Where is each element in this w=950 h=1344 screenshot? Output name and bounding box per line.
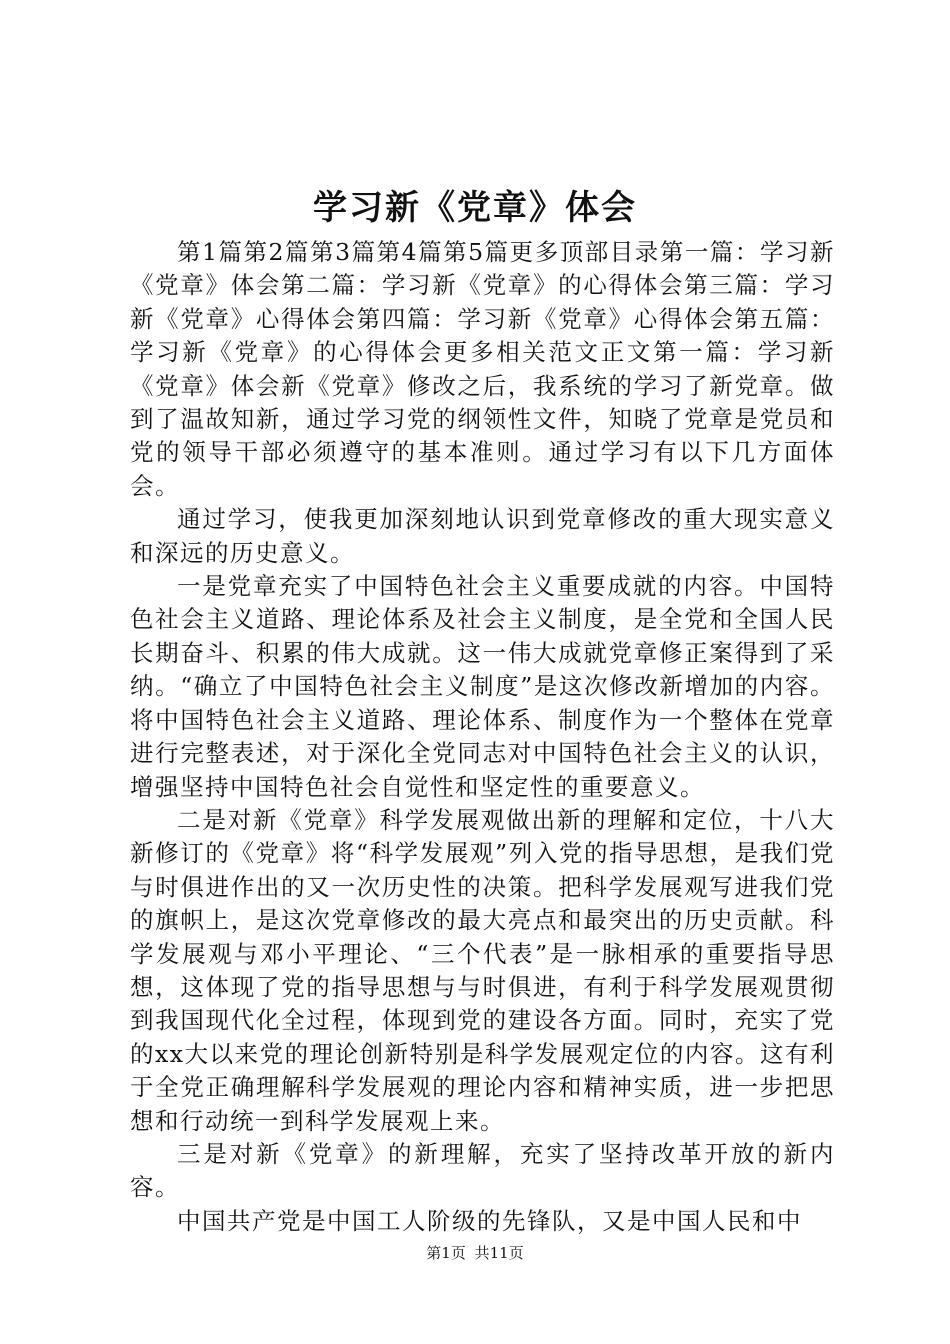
page-total: 共11页 <box>474 1244 524 1262</box>
page-footer <box>0 1243 950 1263</box>
page-number: 第1页 <box>426 1244 466 1262</box>
paragraph: 二是对新《党章》科学发展观做出新的理解和定位，十八大新修订的《党章》将“科学发展观”列入党的指导思想，是我们党与时俱进作出的又一次历史性的决策。把科学发展观写进我们党的旗帜上，是这次党章修改的最大亮点和最突出的历史贡献。科学发展观与邓小平理论、“三个代表”是一脉相承的重要指导思想，这体现了党的指导思想与与时俱进，有利于科学发展观贯彻到我国现代化全过程，体现到党的建设各方面。同时，充实了党的xx大以来党的理论创新特别是科学发展观定位的内容。这有利于全党正确理解科学发展观的理论内容和精神实质，进一步把思想和行动统一到科学发展观上来。 <box>130 805 835 1135</box>
paragraph: 第1篇第2篇第3篇第4篇第5篇更多顶部目录第一篇：学习新《党章》体会第二篇：学习新《党章》的心得体会第三篇：学习新《党章》心得体会第四篇：学习新《党章》心得体会第五篇：学习新《党章》的心得体会更多相关范文正文第一篇：学习新《党章》体会新《党章》修改之后，我系统的学习了新党章。做到了温故知新，通过学习党的纲领性文件，知晓了党章是党员和党的领导干部必须遵守的基本准则。通过学习有以下几方面体会。 <box>130 238 835 500</box>
paragraph: 中国共产党是中国工人阶级的先锋队，又是中国人民和中 <box>177 1206 802 1235</box>
paragraph: 通过学习，使我更加深刻地认识到党章修改的重大现实意义和深远的历史意义。 <box>130 505 835 567</box>
document-title: 学习新《党章》体会 <box>313 188 637 228</box>
document-body <box>130 236 835 1238</box>
paragraph: 三是对新《党章》的新理解，充实了坚持改革开放的新内容。 <box>130 1139 835 1202</box>
paragraph: 一是党章充实了中国特色社会主义重要成就的内容。中国特色社会主义道路、理论体系及社会主义制度，是全党和全国人民长期奋斗、积累的伟大成就。这一伟大成就党章修正案得到了采纳。“确立了中国特色社会主义制度”是这次修改新增加的内容。将中国特色社会主义道路、理论体系、制度作为一个整体在党章进行完整表述，对于深化全党同志对中国特色社会主义的认识，增强坚持中国特色社会自觉性和坚定性的重要意义。 <box>130 572 835 801</box>
